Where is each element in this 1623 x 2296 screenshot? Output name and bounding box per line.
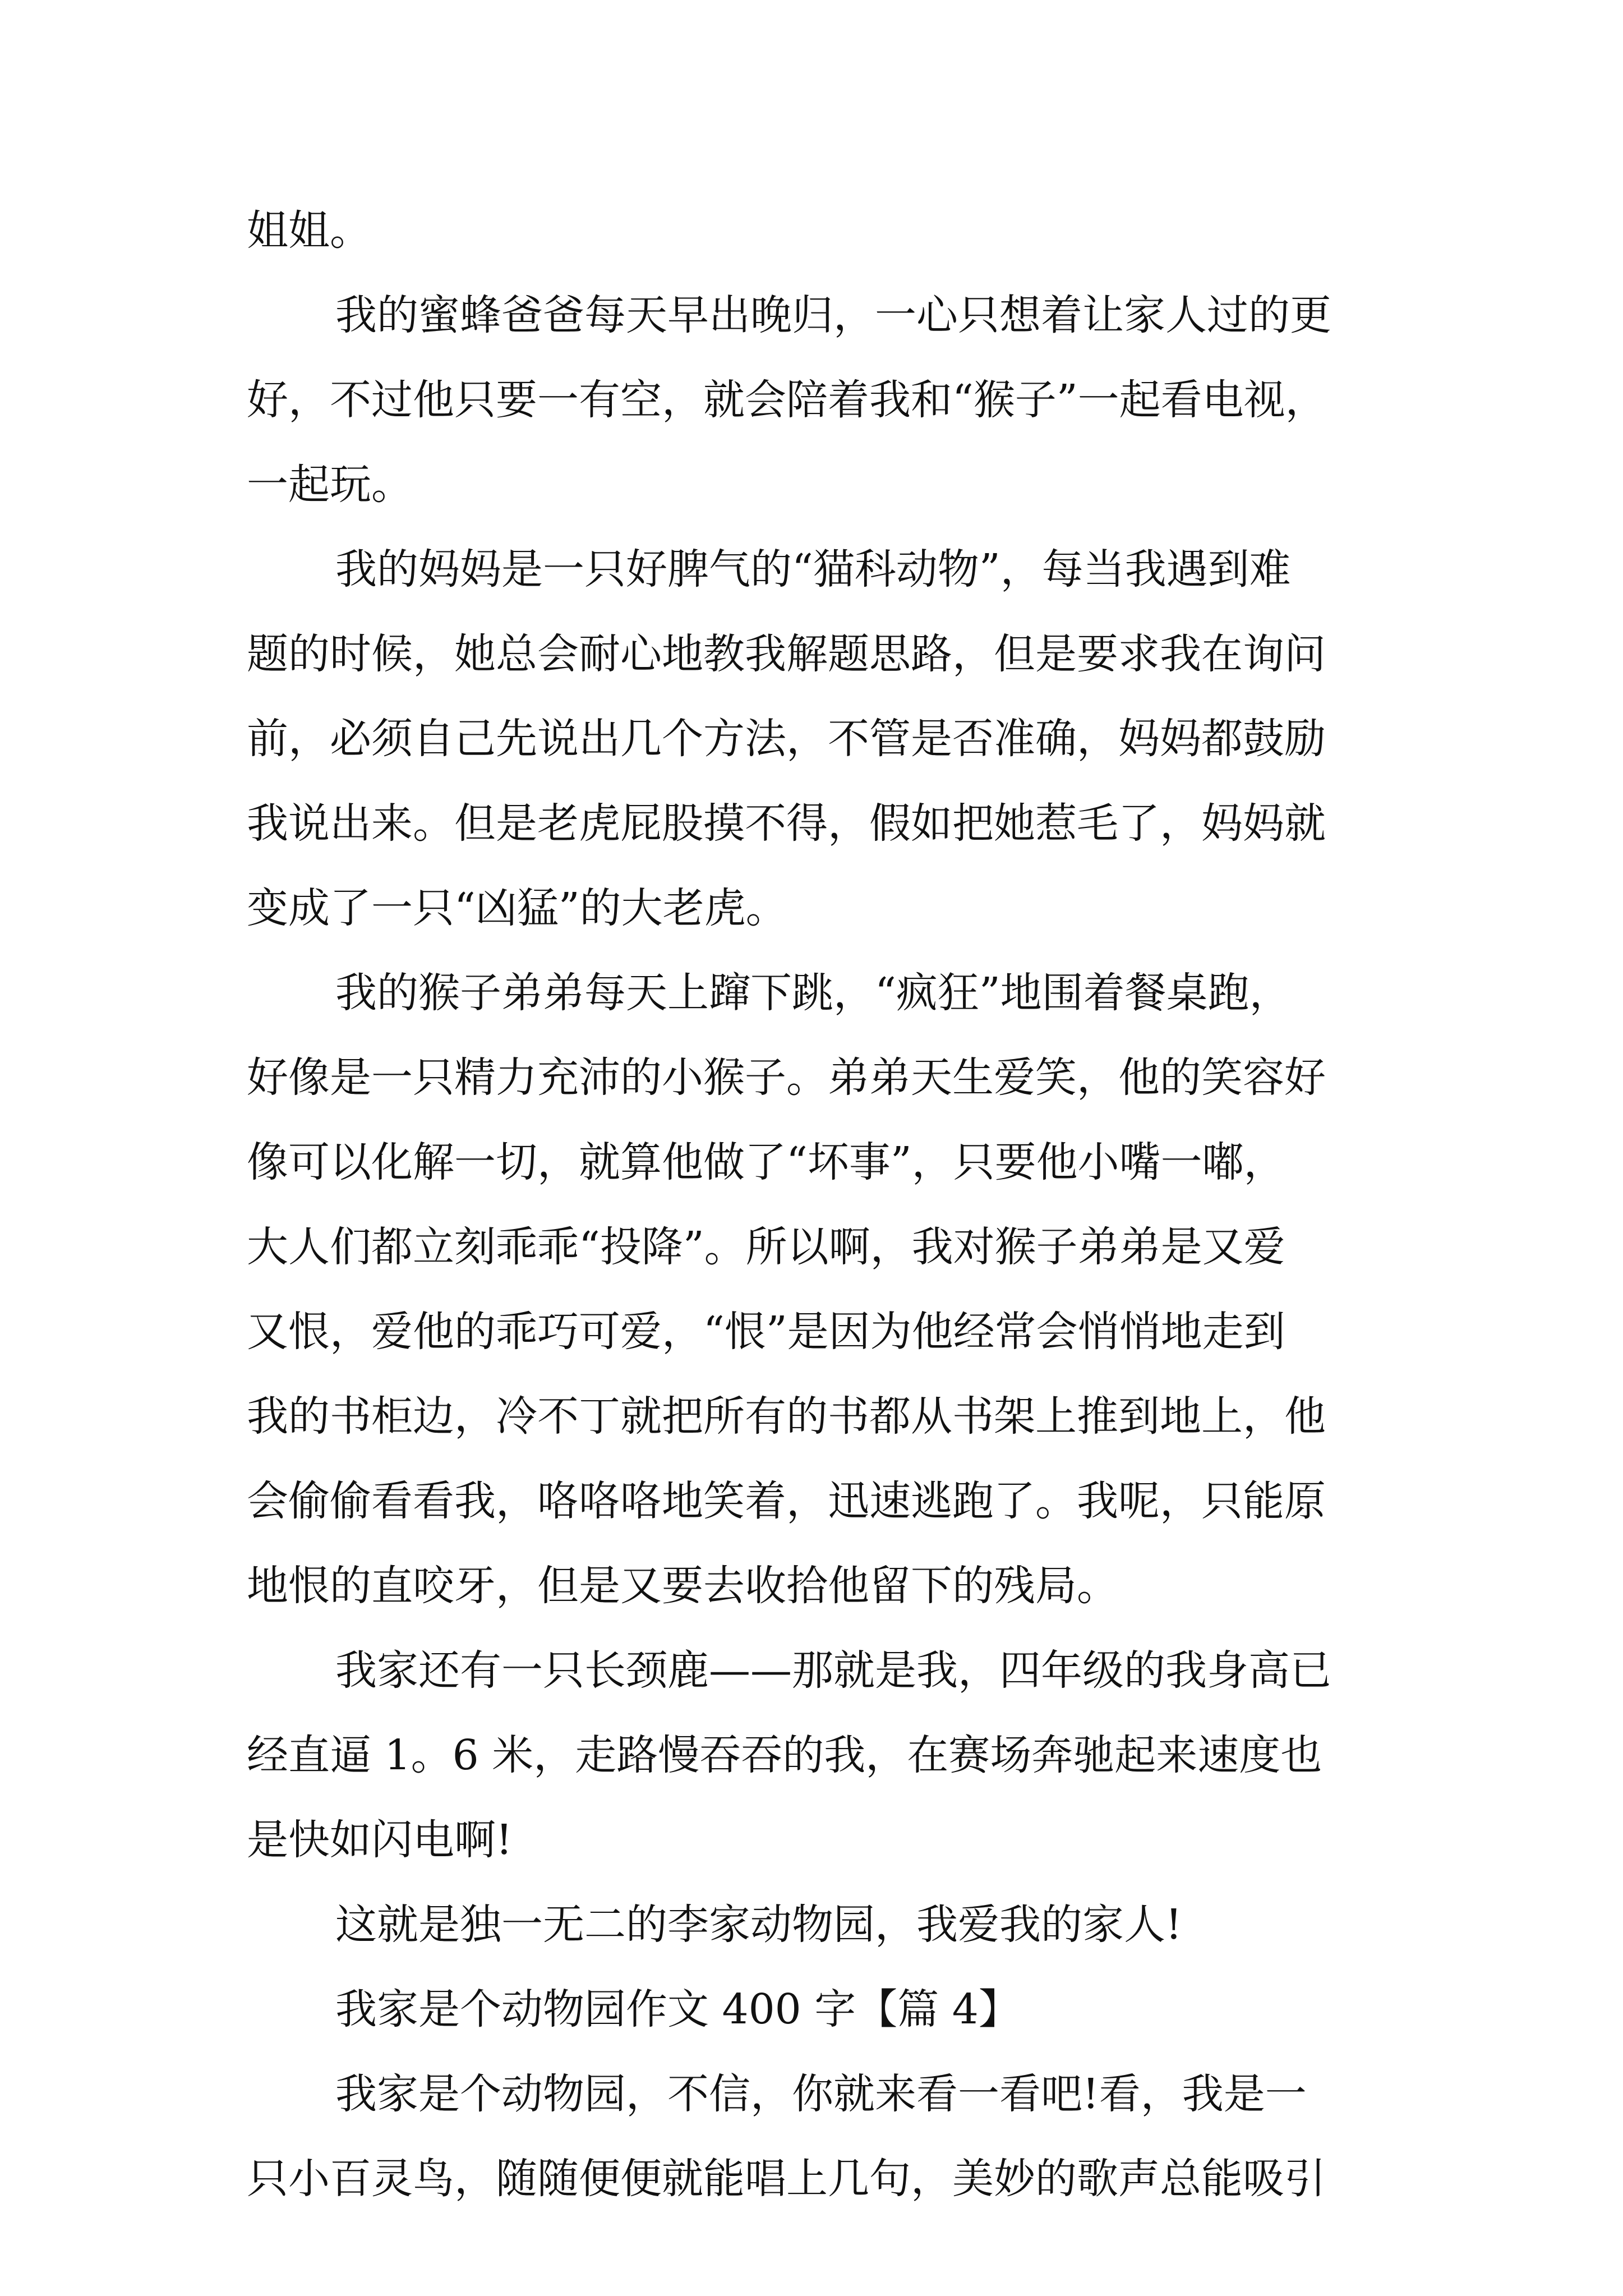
text-line: 地恨的直咬牙，但是又要去收拾他留下的残局。 xyxy=(247,1562,1118,1610)
text-line: 一起玩。 xyxy=(247,461,413,509)
text-line: 像可以化解一切，就算他做了“坏事”，只要他小嘴一嘟， xyxy=(247,1138,1285,1186)
text-line: 好像是一只精力充沛的小猴子。弟弟天生爱笑，他的笑容好 xyxy=(247,1053,1326,1102)
text-line: 我说出来。但是老虎屁股摸不得，假如把她惹毛了，妈妈就 xyxy=(247,799,1326,848)
paragraph-start-line: 我家是个动物园，不信，你就来看一看吧!看，我是一 xyxy=(335,2070,1307,2118)
text-line: 经直逼 1。6 米，走路慢吞吞的我，在赛场奔驰起来速度也 xyxy=(247,1731,1322,1779)
paragraph-start-line: 我的猴子弟弟每天上蹿下跳，“疯狂”地围着餐桌跑， xyxy=(335,969,1291,1017)
paragraph-start-line: 我的蜜蜂爸爸每天早出晚归，一心只想着让家人过的更 xyxy=(335,291,1331,339)
text-line: 我的书柜边，冷不丁就把所有的书都从书架上推到地上，他 xyxy=(247,1392,1326,1441)
text-line: 大人们都立刻乖乖“投降”。所以啊，我对猴子弟弟是又爱 xyxy=(247,1223,1285,1271)
text-line: 是快如闪电啊! xyxy=(247,1816,513,1864)
text-line: 变成了一只“凶猛”的大老虎。 xyxy=(247,884,787,932)
section-heading: 我家是个动物园作文 400 字【篇 4】 xyxy=(335,1985,1020,2033)
paragraph-start-line: 这就是独一无二的李家动物园，我爱我的家人! xyxy=(335,1901,1182,1949)
paragraph-start-line: 我的妈妈是一只好脾气的“猫科动物”，每当我遇到难 xyxy=(335,545,1291,593)
text-line: 又恨，爱他的乖巧可爱，“恨”是因为他经常会悄悄地走到 xyxy=(247,1308,1285,1356)
text-line: 只小百灵鸟，随随便便就能唱上几句，美妙的歌声总能吸引 xyxy=(247,2155,1326,2203)
text-line: 会偷偷看看我，咯咯咯地笑着，迅速逃跑了。我呢，只能原 xyxy=(247,1477,1326,1525)
text-line: 姐姐。 xyxy=(247,206,371,255)
text-line: 前，必须自己先说出几个方法，不管是否准确，妈妈都鼓励 xyxy=(247,715,1326,763)
paragraph-start-line: 我家还有一只长颈鹿——那就是我，四年级的我身高已 xyxy=(335,1646,1331,1695)
text-line: 好，不过他只要一有空，就会陪着我和“猴子”一起看电视， xyxy=(247,376,1327,424)
text-line: 题的时候，她总会耐心地教我解题思路，但是要求我在询问 xyxy=(247,630,1326,678)
